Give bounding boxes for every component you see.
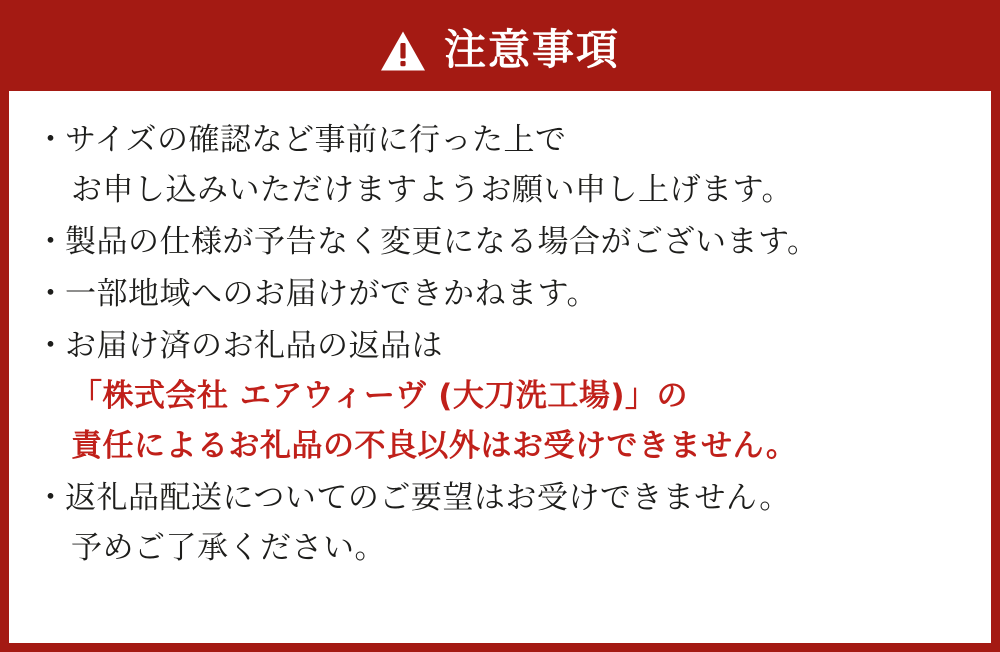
page-title: 注意事項 [443,25,620,74]
notice-list [35,115,965,573]
list-item-line: お届け済のお礼品の返品は [65,328,443,364]
bullet-marker: ・ [35,328,66,364]
list-item [35,269,965,319]
list-item [35,321,965,471]
list-item [35,217,965,267]
list-item-text [65,269,965,319]
list-item-text [65,321,965,471]
list-item-line: 製品の仕様が予告なく変更になる場合がございます。 [65,224,819,260]
list-item-line: 予めご了承ください。 [71,530,386,566]
bullet-marker: ・ [35,224,66,260]
list-item [35,473,965,573]
bullet-marker: ・ [35,276,66,312]
list-item-line-highlight: 責任によるお礼品の不良以外はお受けできません。 [71,428,798,464]
warning-triangle-icon [380,28,426,72]
notice-body [9,91,991,643]
list-item-text [65,217,965,267]
list-item-line: サイズの確認など事前に行った上で [65,122,567,158]
list-item-line-highlight: 「株式会社 エアウィーヴ (大刀洗工場)」の [71,378,689,414]
list-item [35,115,965,215]
notice-header [9,9,991,91]
list-item-line: 返礼品配送についてのご要望はお受けできません。 [65,480,791,516]
list-item-line: お申し込みいただけますようお願い申し上げます。 [71,172,794,208]
list-item-text [65,115,965,215]
list-item-text [65,473,965,573]
bullet-marker: ・ [35,480,66,516]
list-item-line: 一部地域へのお届けができかねます。 [65,276,599,312]
bullet-marker: ・ [35,122,66,158]
